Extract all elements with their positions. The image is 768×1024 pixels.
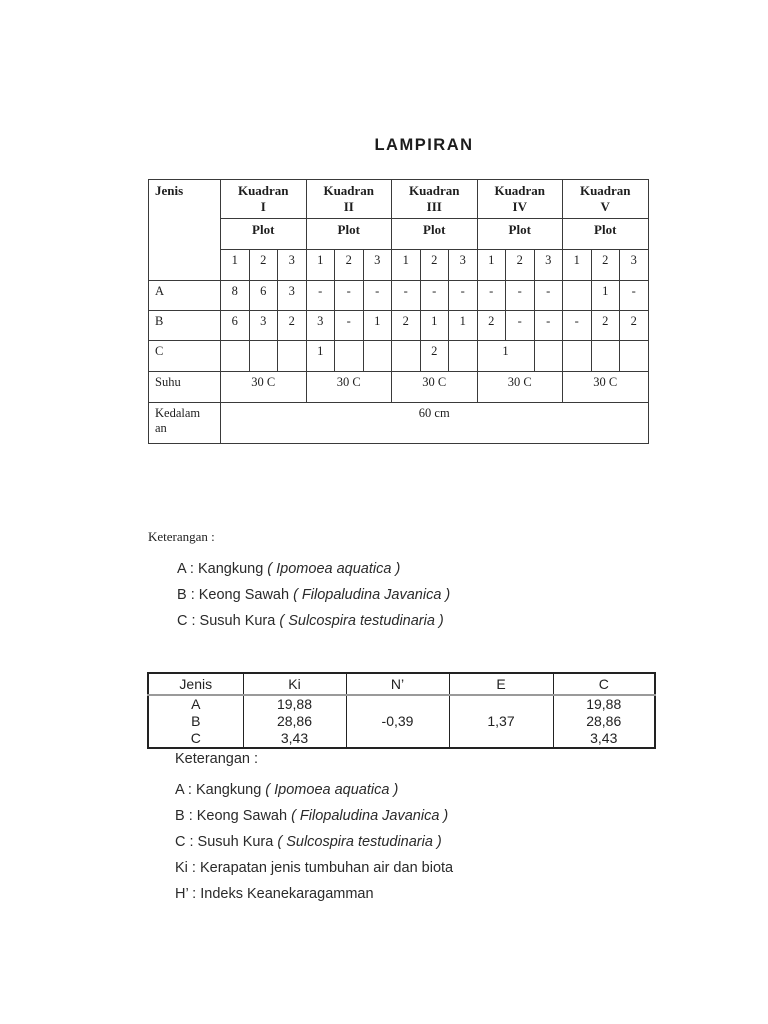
- species-row-c: [149, 341, 649, 372]
- plot-number-cell: 2: [591, 250, 620, 281]
- count-cell: -: [477, 281, 506, 311]
- count-cell: 2: [477, 311, 506, 341]
- suhu-label-cell: Suhu: [149, 372, 221, 403]
- plot-number-row: [149, 250, 649, 281]
- count-cell: -: [506, 311, 535, 341]
- legend-item-latin: ( Filopaludina Javanica ): [293, 587, 451, 603]
- legend-item: [175, 855, 453, 881]
- kuadran-header-row: [149, 180, 649, 219]
- plot-number-cell: 3: [278, 250, 307, 281]
- temperature-cell: 30 C: [306, 372, 392, 403]
- plot-number-cell: 1: [477, 250, 506, 281]
- plot-header-cell: Plot: [306, 219, 392, 250]
- legend-item: [175, 829, 453, 855]
- summary-jenis-cell: B: [148, 713, 243, 730]
- legend-item-latin: ( Sulcospira testudinaria ): [277, 834, 442, 850]
- temperature-cell: 30 C: [392, 372, 478, 403]
- count-cell: 1: [591, 281, 620, 311]
- summary-header-c: C: [553, 673, 655, 695]
- count-cell: -: [620, 281, 649, 311]
- count-cell: [449, 341, 478, 372]
- summary-ki-cell: 28,86: [243, 713, 346, 730]
- summary-c-cell: 3,43: [553, 730, 655, 748]
- kuadran-3-header-cell: [392, 180, 478, 219]
- summary-header-e: E: [449, 673, 553, 695]
- count-cell: -: [534, 281, 563, 311]
- legend-item-latin: ( Ipomoea aquatica ): [265, 782, 399, 798]
- legend-item-text: Ki : Kerapatan jenis tumbuhan air dan biota: [175, 860, 454, 876]
- legend-item-text: C : Susuh Kura: [177, 613, 280, 629]
- species-label-cell: A: [149, 281, 221, 311]
- count-cell: 3: [278, 281, 307, 311]
- plot-header-cell: Plot: [563, 219, 649, 250]
- species-label-cell: C: [149, 341, 221, 372]
- legend-item-latin: ( Ipomoea aquatica ): [267, 561, 401, 577]
- legend-item: [177, 582, 450, 608]
- plot-number-cell: 1: [392, 250, 421, 281]
- legend-list: [175, 777, 453, 907]
- kuadran-word: Kuadran: [579, 183, 631, 198]
- count-cell: 2: [620, 311, 649, 341]
- summary-n-cell: -0,39: [346, 695, 449, 748]
- count-cell: [249, 341, 278, 372]
- legend-item: [177, 608, 450, 634]
- count-cell: 1: [306, 341, 335, 372]
- plot-header-row: [149, 219, 649, 250]
- legend-item-text: A : Kangkung: [175, 782, 266, 798]
- legend-item-latin: ( Sulcospira testudinaria ): [279, 613, 444, 629]
- summary-ki-cell: 19,88: [243, 695, 346, 713]
- page-title: LAMPIRAN: [374, 136, 474, 154]
- count-cell: 8: [221, 281, 250, 311]
- kuadran-numeral: II: [343, 199, 354, 214]
- count-cell: -: [363, 281, 392, 311]
- summary-c-cell: 19,88: [553, 695, 655, 713]
- count-cell: [534, 341, 563, 372]
- kuadran-word: Kuadran: [494, 183, 546, 198]
- species-row-b: [149, 311, 649, 341]
- legend-item: [175, 881, 453, 907]
- count-cell: 1: [420, 311, 449, 341]
- plot-header-cell: Plot: [221, 219, 307, 250]
- count-cell: -: [306, 281, 335, 311]
- count-cell: 1: [363, 311, 392, 341]
- legend-heading: Keterangan :: [175, 751, 259, 767]
- kuadran-4-header-cell: [477, 180, 563, 219]
- legend-item: [175, 803, 453, 829]
- species-row-a: [149, 281, 649, 311]
- count-cell: -: [563, 311, 592, 341]
- kedalaman-label: Kedalaman: [155, 406, 201, 435]
- plot-number-cell: 1: [221, 250, 250, 281]
- kuadran-numeral: I: [260, 199, 266, 214]
- plot-number-cell: 2: [249, 250, 278, 281]
- count-cell: 2: [591, 311, 620, 341]
- summary-header-row: [148, 673, 655, 695]
- legend-item-text: H’ : Indeks Keanekaragamman: [175, 886, 374, 902]
- plot-number-cell: 1: [306, 250, 335, 281]
- count-cell: 2: [278, 311, 307, 341]
- kuadran-word: Kuadran: [237, 183, 289, 198]
- count-cell: 3: [249, 311, 278, 341]
- count-cell: 3: [306, 311, 335, 341]
- legend-item: [177, 556, 450, 582]
- jenis-header-cell: Jenis: [149, 180, 221, 281]
- kuadran-5-header-cell: [563, 180, 649, 219]
- kuadran-word: Kuadran: [408, 183, 460, 198]
- depth-value-cell: 60 cm: [221, 403, 649, 444]
- count-cell: -: [335, 281, 364, 311]
- suhu-row: [149, 372, 649, 403]
- count-cell: 2: [392, 311, 421, 341]
- plot-header-cell: Plot: [477, 219, 563, 250]
- legend-item-text: A : Kangkung: [177, 561, 268, 577]
- temperature-cell: 30 C: [477, 372, 563, 403]
- count-cell: -: [335, 311, 364, 341]
- legend-item-latin: ( Filopaludina Javanica ): [291, 808, 449, 824]
- temperature-cell: 30 C: [563, 372, 649, 403]
- count-cell-merged: 1: [477, 341, 534, 372]
- count-cell: [278, 341, 307, 372]
- count-cell: -: [449, 281, 478, 311]
- count-cell: 1: [449, 311, 478, 341]
- count-cell: [591, 341, 620, 372]
- summary-header-n: N’: [346, 673, 449, 695]
- temperature-cell: 30 C: [221, 372, 307, 403]
- plot-number-cell: 3: [449, 250, 478, 281]
- count-cell: [392, 341, 421, 372]
- plot-number-cell: 2: [420, 250, 449, 281]
- plot-number-cell: 3: [363, 250, 392, 281]
- legend-list: [177, 556, 450, 634]
- count-cell: [221, 341, 250, 372]
- kuadran-1-header-cell: [221, 180, 307, 219]
- count-cell: -: [392, 281, 421, 311]
- kuadran-numeral: III: [426, 199, 442, 214]
- kuadran-numeral: V: [600, 199, 610, 214]
- count-cell: [563, 281, 592, 311]
- kedalaman-row: [149, 403, 649, 444]
- count-cell: [563, 341, 592, 372]
- summary-jenis-cell: C: [148, 730, 243, 748]
- summary-jenis-cell: A: [148, 695, 243, 713]
- summary-c-cell: 28,86: [553, 713, 655, 730]
- plot-number-cell: 2: [506, 250, 535, 281]
- summary-e-cell: 1,37: [449, 695, 553, 748]
- summary-header-ki: Ki: [243, 673, 346, 695]
- plot-number-cell: 1: [563, 250, 592, 281]
- species-label-cell: B: [149, 311, 221, 341]
- count-cell: -: [420, 281, 449, 311]
- kuadran-word: Kuadran: [323, 183, 375, 198]
- count-cell: 2: [420, 341, 449, 372]
- summary-header-jenis: Jenis: [148, 673, 243, 695]
- legend-item-text: B : Keong Sawah: [177, 587, 294, 603]
- count-cell: [620, 341, 649, 372]
- summary-table: [147, 672, 656, 749]
- count-cell: 6: [221, 311, 250, 341]
- count-cell: [335, 341, 364, 372]
- kuadran-2-header-cell: [306, 180, 392, 219]
- legend-item-text: B : Keong Sawah: [175, 808, 292, 824]
- plot-number-cell: 2: [335, 250, 364, 281]
- count-cell: [363, 341, 392, 372]
- legend-item-text: C : Susuh Kura: [175, 834, 278, 850]
- legend-item: [175, 777, 453, 803]
- legend-heading: Keterangan :: [148, 529, 215, 544]
- count-cell: -: [506, 281, 535, 311]
- plot-number-cell: 3: [534, 250, 563, 281]
- quadrant-table: [148, 179, 649, 444]
- summary-ki-cell: 3,43: [243, 730, 346, 748]
- kedalaman-label-cell: [149, 403, 221, 444]
- kuadran-numeral: IV: [512, 199, 527, 214]
- count-cell: 6: [249, 281, 278, 311]
- count-cell: -: [534, 311, 563, 341]
- summary-row: [148, 695, 655, 713]
- plot-number-cell: 3: [620, 250, 649, 281]
- plot-header-cell: Plot: [392, 219, 478, 250]
